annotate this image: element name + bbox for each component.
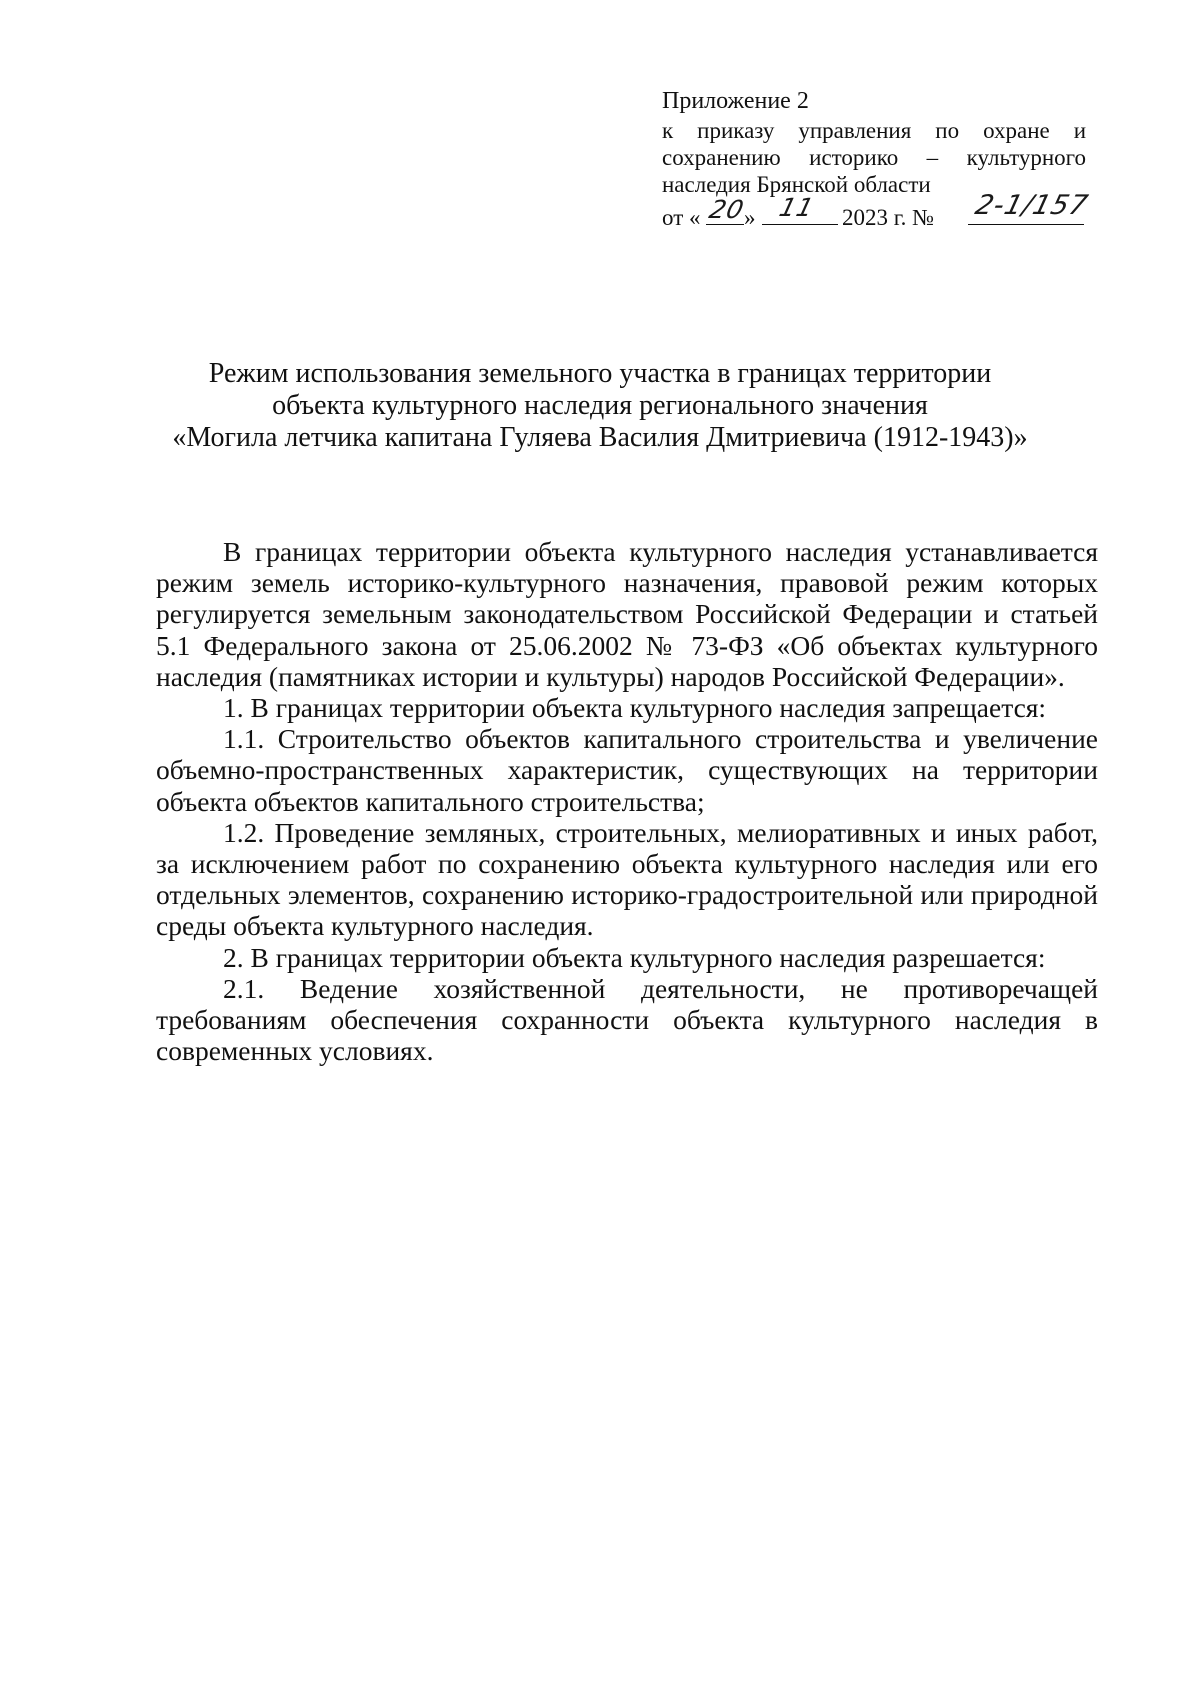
appendix-date-line (662, 190, 1092, 232)
clause-1-1: 1.1. Строительство объектов капитального строительства и увеличение объемно-пространственных характеристик, существующих на территории объекта объектов капитального строительства; (156, 723, 1098, 817)
intro-paragraph: В границах территории объекта культурного наследия устанавливается режим земель историко-культурного назначения, правовой режим которых регулируется земельным законодательством Российской Федерации и статьей 5.1 Федерального закона от 25.06.2002 № 73-ФЗ «Об объектах культурного наследия (памятниках истории и культуры) народов Российской Федерации». (156, 536, 1098, 692)
appendix-description: к приказу управления по охране и сохранению историко – культурного наследия Брянской области (662, 118, 1086, 197)
title-line-3: «Могила летчика капитана Гуляева Василия Дмитриевича (1912-1943)» (172, 422, 1028, 453)
clause-1-2: 1.2. Проведение земляных, строительных, мелиоративных и иных работ, за исключением работ по сохранению объекта культурного наследия или его отдельных элементов, сохранению историко-градостроительной или природной среды объекта культурного наследия. (156, 816, 1098, 942)
document-title (100, 358, 1100, 454)
appendix-header (662, 88, 1092, 232)
number-blank (968, 224, 1084, 225)
appendix-title: Приложение 2 (662, 88, 809, 114)
day-blank (706, 224, 744, 225)
title-line-2: объекта культурного наследия регионального значения (272, 390, 928, 421)
date-quote-close: » (744, 205, 756, 230)
month-blank (762, 224, 838, 225)
handwritten-month: 11 (776, 193, 818, 222)
date-year: 2023 г. № (842, 205, 935, 230)
document-body (156, 536, 1098, 1066)
clause-1: 1. В границах территории объекта культурного наследия запрещается: (223, 692, 1047, 724)
title-line-1: Режим использования земельного участка в границах территории (208, 358, 992, 389)
date-prefix: от « (662, 205, 701, 230)
handwritten-number: 2-1/157 (972, 190, 1092, 221)
handwritten-day: 20 (706, 195, 748, 224)
clause-2: 2. В границах территории объекта культурного наследия разрешается: (223, 941, 1046, 973)
clause-2-1: 2.1. Ведение хозяйственной деятельности, не противоречащей требованиям обеспечения сохранности объекта культурного наследия в современных условиях. (156, 972, 1098, 1067)
